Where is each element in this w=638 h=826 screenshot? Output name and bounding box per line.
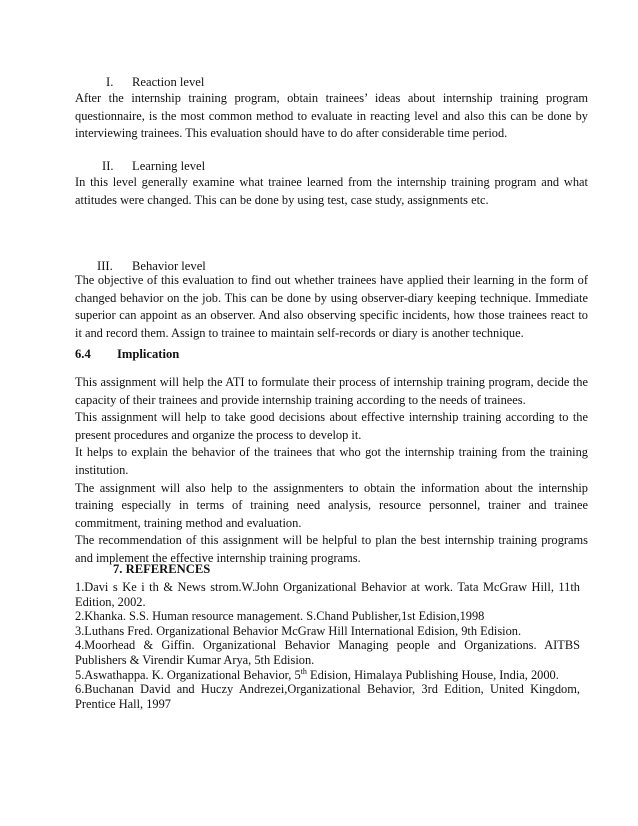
reaction-level-paragraph: After the internship training program, obtain trainees’ ideas about internship training program questionnaire, is the most common method to evaluate in reacting level and also this can be done by interviewing trainees. This evaluation should have to do after considerable time period. — [75, 91, 588, 141]
reference-item-1: 1.Davi s Ke i th & News strom.W.John Organizational Behavior at work. Tata McGraw Hill, 11th Edition, 2002. — [75, 580, 580, 609]
reference-item-3: 3.Luthans Fred. Organizational Behavior McGraw Hill International Edision, 9th Edision. — [75, 623, 522, 638]
implication-paragraph-5: The recommendation of this assignment will be helpful to plan the best internship training programs and implement the effective internship training programs. — [75, 533, 588, 565]
references-list — [75, 580, 580, 711]
reference-item-5-text-after: Edision, Himalaya Publishing House, India, 2000. — [306, 667, 559, 682]
behavior-level-paragraph: The objective of this evaluation to find out whether trainees have applied their learning in the form of changed behavior on the job. This can be done by using observer-diary keeping technique. Immediate superior can appoint as an observer. And also observing specific incidents, how those trainees react to it and record them. Assign to trainee to maintain self-records or diary is another technique. — [75, 273, 588, 340]
reference-item-5 — [75, 668, 580, 683]
reaction-level-numeral: I. — [106, 75, 114, 89]
references-heading: 7. REFERENCES — [113, 562, 211, 576]
reference-item-5-text-before: 5.Aswathappa. K. Organizational Behavior, 5 — [75, 667, 301, 682]
implication-body — [75, 374, 588, 568]
implication-section-number: 6.4 — [75, 347, 91, 361]
implication-paragraph-2: This assignment will help to take good decisions about effective internship training according to the present procedures and organize the process to develop it. — [75, 410, 588, 442]
implication-heading: Implication — [117, 347, 180, 361]
learning-level-numeral: II. — [102, 159, 114, 173]
reaction-level-heading: Reaction level — [132, 75, 205, 89]
reference-item-2: 2.Khanka. S.S. Human resource management. S.Chand Publisher,1st Edision,1998 — [75, 609, 485, 624]
behavior-level-numeral: III. — [97, 259, 113, 273]
reference-item-4: 4.Moorhead & Giffin. Organizational Behavior Managing people and Organizations. AITBS Publishers & Virendir Kumar Arya, 5th Edision. — [75, 638, 580, 667]
reference-item-5-superscript: th — [300, 666, 307, 676]
implication-paragraph-4: The assignment will also help to the assignmenters to obtain the information about the internship training especially in terms of training need analysis, resource personnel, trainer and trainee commitment, training method and evaluation. — [75, 480, 588, 530]
learning-level-paragraph: In this level generally examine what trainee learned from the internship training program and what attitudes were changed. This can be done by using test, case study, assignments etc. — [75, 175, 588, 207]
implication-paragraph-1: This assignment will help the ATI to formulate their process of internship training program, decide the capacity of their trainees and provide internship training according to the needs of trainees. — [75, 375, 588, 407]
implication-paragraph-3: It helps to explain the behavior of the trainees that who got the internship training from the training institution. — [75, 445, 588, 477]
behavior-level-heading: Behavior level — [132, 259, 206, 273]
reference-item-6: 6.Buchanan David and Huczy Andrezei,Organizational Behavior, 3rd Edition, United Kingdom, Prentice Hall, 1997 — [75, 682, 580, 711]
learning-level-heading: Learning level — [132, 159, 206, 173]
